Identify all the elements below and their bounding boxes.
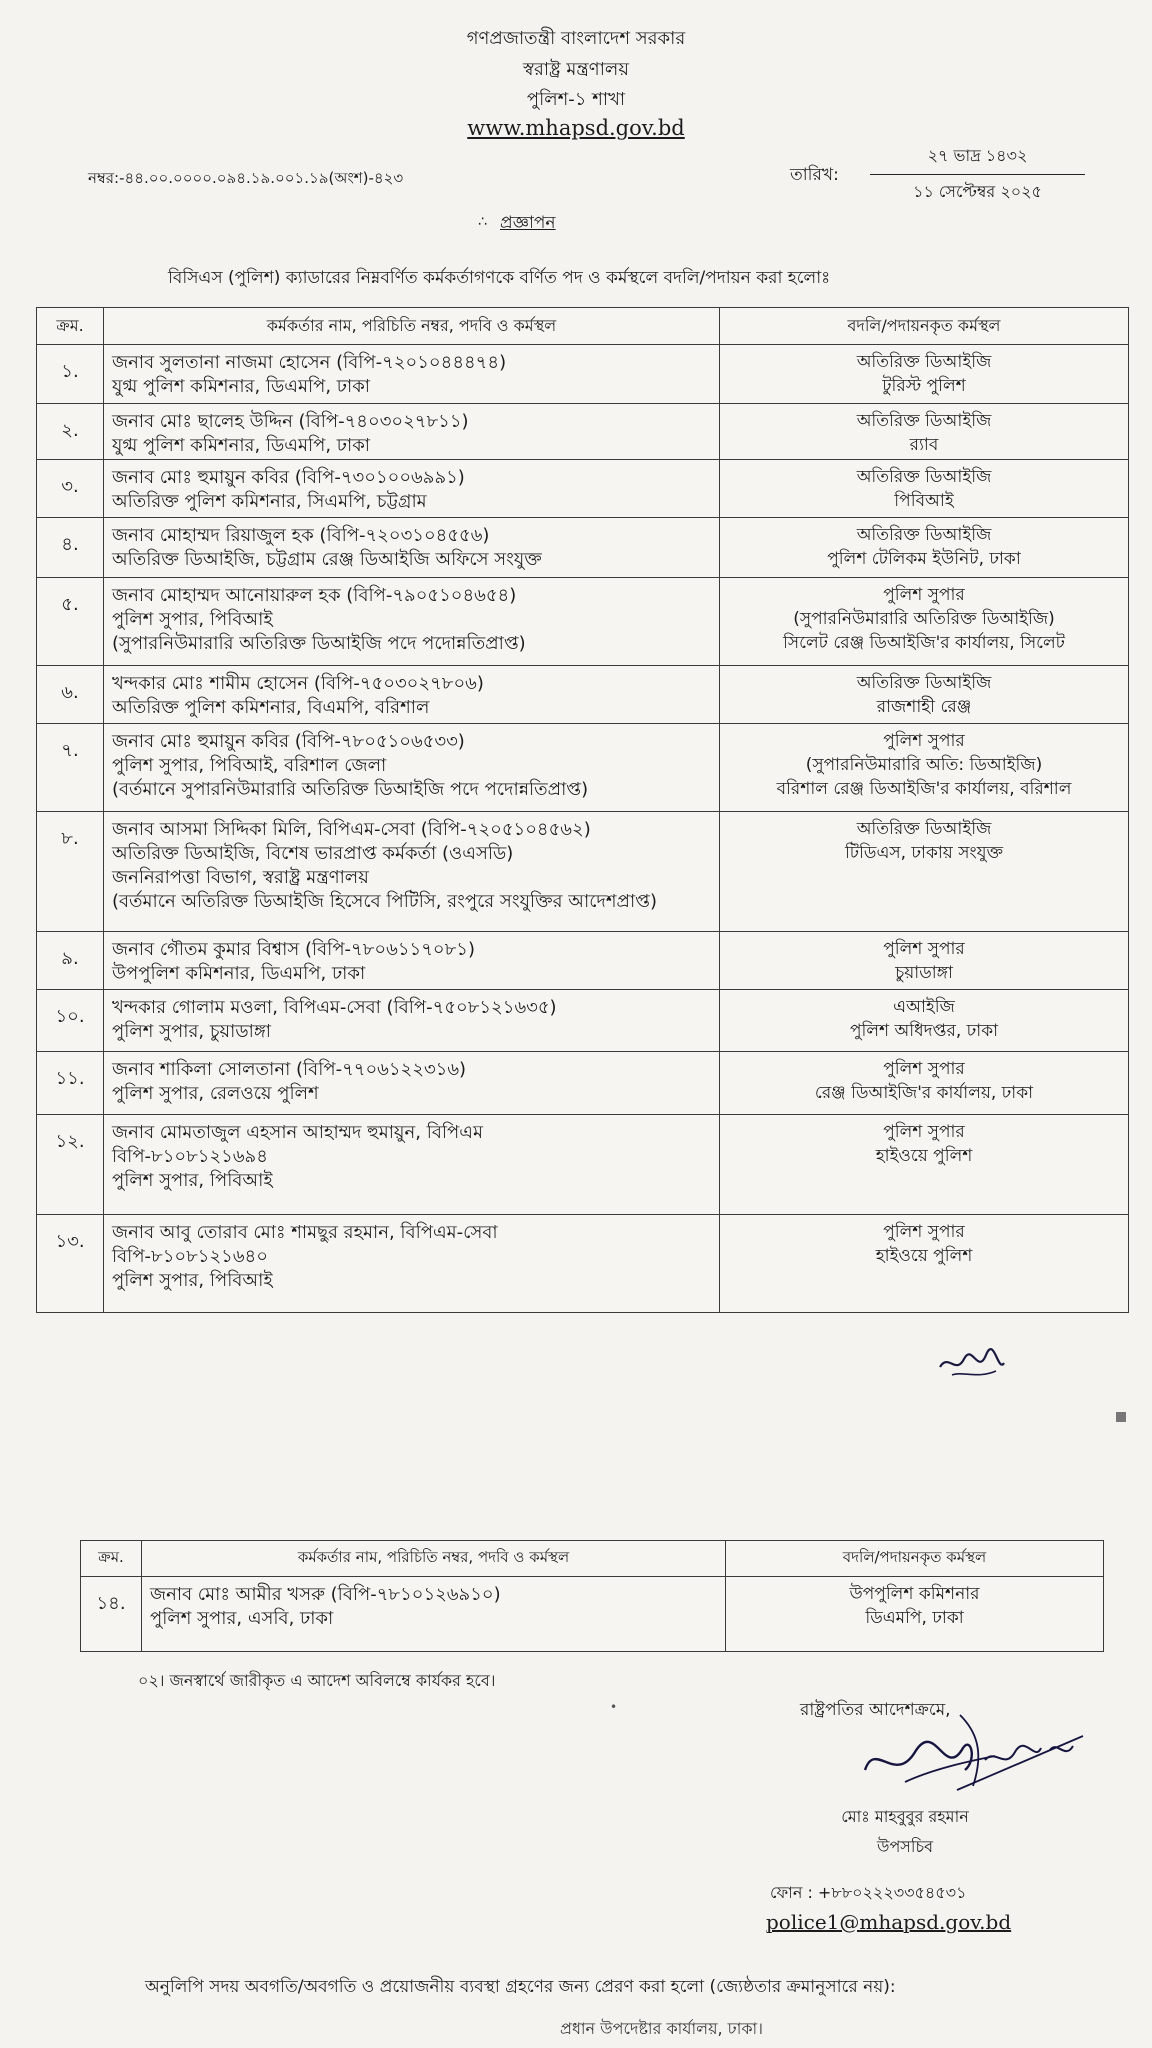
posting-line: টুরিস্ট পুলিশ — [882, 376, 966, 396]
serial-number: ৭. — [61, 740, 79, 761]
serial-number: ৪. — [61, 534, 79, 555]
posting-cell — [720, 404, 1129, 460]
order-line: রাষ্ট্রপতির আদেশক্রমে, — [800, 1700, 951, 1720]
officer-line: জনাব মোহাম্মদ আনোয়ারুল হক (বিপি-৭৯০৫১০৪৬৫৪) — [112, 585, 517, 606]
table-row — [81, 1577, 1104, 1652]
officer-line: জনাব সুলতানা নাজমা হোসেন (বিপি-৭২০১০৪৪৪৭৪) — [112, 352, 507, 373]
posting-cell — [720, 1215, 1129, 1313]
posting-line: পুলিশ সুপার — [883, 1122, 965, 1142]
serial-cell — [37, 345, 104, 404]
officer-line: (বর্তমানে সুপারনিউমারারি অতিরিক্ত ডিআইজি পদে পদোন্নতিপ্রাপ্ত) — [112, 779, 589, 800]
officer-cell — [142, 1577, 726, 1652]
posting-cell — [720, 932, 1129, 990]
serial-cell — [81, 1577, 142, 1652]
officer-line: খন্দকার গোলাম মওলা, বিপিএম-সেবা (বিপি-৭৫০৮১২১৬৩৫) — [112, 997, 557, 1018]
officer-line: অতিরিক্ত পুলিশ কমিশনার, সিএমপি, চট্টগ্রাম — [112, 491, 427, 512]
officer-cell — [104, 812, 720, 932]
notice-title: প্রজ্ঞাপন — [500, 213, 556, 233]
serial-cell — [37, 578, 104, 666]
posting-cell — [720, 518, 1129, 578]
officer-cell — [104, 404, 720, 460]
officer-line: জনাব মোহাম্মদ রিয়াজুল হক (বিপি-৭২০৩১০৪৫৫৬) — [112, 525, 490, 546]
serial-number: ১. — [61, 361, 79, 382]
table-header-row — [37, 308, 1129, 345]
posting-line: এআইজি — [893, 997, 955, 1017]
officer-line: জনাব শাকিলা সোলতানা (বিপি-৭৭০৬১২২৩১৬) — [112, 1059, 467, 1080]
serial-cell — [37, 404, 104, 460]
posting-line: পুলিশ সুপার — [883, 939, 965, 959]
table-row — [37, 812, 1129, 932]
officer-line: জনাব মোঃ ছালেহ উদ্দিন (বিপি-৭৪০৩০২৭৮১১) — [112, 411, 469, 432]
posting-cell — [720, 724, 1129, 812]
serial-cell — [37, 1215, 104, 1313]
date-label: তারিখ: — [790, 165, 839, 185]
officer-line: পুলিশ সুপার, রেলওয়ে পুলিশ — [112, 1083, 319, 1104]
serial-number: ১১. — [55, 1068, 85, 1089]
table-row — [37, 1215, 1129, 1313]
officer-line: বিপি-৮১০৮১২১৬৪০ — [112, 1246, 268, 1267]
posting-line: র‍্যাব — [909, 435, 939, 455]
table-row — [37, 460, 1129, 518]
table-header-row — [81, 1541, 1104, 1577]
posting-line: পুলিশ সুপার — [883, 1222, 965, 1242]
officer-cell — [104, 518, 720, 578]
officer-line: জনাব মোঃ আমীর খসরু (বিপি-৭৮১০১২৬৯১০) — [150, 1584, 501, 1605]
table-row — [37, 345, 1129, 404]
serial-cell — [37, 990, 104, 1052]
posting-line: অতিরিক্ত ডিআইজি — [856, 525, 992, 545]
posting-cell — [720, 578, 1129, 666]
intro-text: বিসিএস (পুলিশ) ক্যাডারের নিম্নবর্ণিত কর্মকর্তাগণকে বর্ণিত পদ ও কর্মস্থলে বদলি/পদায়ন করা হলোঃ — [168, 268, 831, 288]
officer-line: জনাব আসমা সিদ্দিকা মিলি, বিপিএম-সেবা (বিপি-৭২০৫১০৪৫৬২) — [112, 819, 591, 840]
serial-number: ৫. — [61, 594, 79, 615]
serial-number: ১২. — [55, 1131, 85, 1152]
officer-line: যুগ্ম পুলিশ কমিশনার, ডিএমপি, ঢাকা — [112, 435, 371, 456]
table-row — [37, 404, 1129, 460]
header-officer: কর্মকর্তার নাম, পরিচিতি নম্বর, পদবি ও কর্মস্থল — [142, 1541, 726, 1577]
signer-phone: ফোন : +৮৮০২২২৩৩৫৪৫৩১ — [770, 1883, 967, 1902]
transfer-table-continued — [80, 1540, 1104, 1652]
serial-number: ১৪. — [96, 1593, 126, 1614]
posting-line: (সুপারনিউমারারি অতিরিক্ত ডিআইজি) — [793, 609, 1055, 629]
officer-cell — [104, 345, 720, 404]
officer-cell — [104, 578, 720, 666]
posting-cell — [726, 1577, 1104, 1652]
posting-cell — [720, 812, 1129, 932]
header-posting: বদলি/পদায়নকৃত কর্মস্থল — [720, 308, 1129, 345]
officer-line: অতিরিক্ত পুলিশ কমিশনার, বিএমপি, বরিশাল — [112, 697, 430, 718]
posting-line: রেঞ্জ ডিআইজি'র কার্যালয়, ঢাকা — [814, 1083, 1034, 1103]
posting-line: সিলেট রেঞ্জ ডিআইজি'র কার্যালয়, সিলেট — [783, 633, 1065, 653]
posting-line: ডিএমপি, ঢাকা — [865, 1608, 964, 1628]
posting-line: পুলিশ সুপার — [883, 585, 965, 605]
officer-line: (সুপারনিউমারারি অতিরিক্ত ডিআইজি পদে পদোন্নতিপ্রাপ্ত) — [112, 633, 526, 654]
section-name: পুলিশ-১ শাখা — [526, 89, 626, 110]
signer-name: মোঃ মাহবুবুর রহমান — [841, 1807, 969, 1826]
serial-cell — [37, 1115, 104, 1215]
posting-line: পুলিশ সুপার — [883, 731, 965, 751]
header-officer: কর্মকর্তার নাম, পরিচিতি নম্বর, পদবি ও কর্মস্থল — [104, 308, 720, 345]
officer-cell — [104, 1115, 720, 1215]
initial-signature — [938, 1345, 1008, 1385]
posting-line: রাজশাহী রেঞ্জ — [876, 697, 972, 717]
posting-line: পুলিশ টেলিকম ইউনিট, ঢাকা — [827, 549, 1021, 569]
table-row — [37, 1052, 1129, 1115]
copy-to-line: অনুলিপি সদয় অবগতি/অবগতি ও প্রয়োজনীয় ব্যবস্থা গ্রহণের জন্য প্রেরণ করা হলো (জ্যেষ্ঠতার ক্রমানুসারে নয়): — [145, 1977, 896, 1997]
table-row — [37, 932, 1129, 990]
signer-designation: উপসচিব — [876, 1837, 933, 1856]
table-row — [37, 990, 1129, 1052]
posting-cell — [720, 1052, 1129, 1115]
posting-line: হাইওয়ে পুলিশ — [875, 1246, 973, 1266]
posting-line: পিবিআই — [894, 491, 954, 511]
posting-cell — [720, 990, 1129, 1052]
scan-speck: • — [610, 1700, 618, 1714]
posting-line: বরিশাল রেঞ্জ ডিআইজি'র কার্যালয়, বরিশাল — [776, 779, 1072, 799]
officer-cell — [104, 724, 720, 812]
serial-cell — [37, 1052, 104, 1115]
officer-line: পুলিশ সুপার, পিবিআই — [112, 609, 273, 630]
serial-cell — [37, 666, 104, 724]
officer-line: জনাব মোঃ হুমায়ুন কবির (বিপি-৭৩০১০০৬৯৯১) — [112, 467, 465, 488]
date-box — [870, 143, 1085, 206]
officer-line: যুগ্ম পুলিশ কমিশনার, ডিএমপি, ঢাকা — [112, 376, 371, 397]
header-serial: ক্রম. — [37, 308, 104, 345]
posting-line: হাইওয়ে পুলিশ — [875, 1146, 973, 1166]
signer-block — [800, 1802, 1010, 1862]
officer-line: পুলিশ সুপার, পিবিআই — [112, 1270, 273, 1291]
memo-number: নম্বর:-৪৪.০০.০০০০.০৯৪.১৯.০০১.১৯(অংশ)-৪২৩ — [88, 169, 404, 187]
transfer-table — [36, 307, 1129, 1313]
posting-line: অতিরিক্ত ডিআইজি — [856, 467, 992, 487]
officer-line: পুলিশ সুপার, এসবি, ঢাকা — [150, 1608, 334, 1629]
posting-line: টিডিএস, ঢাকায় সংযুক্ত — [844, 843, 1004, 863]
serial-cell — [37, 932, 104, 990]
officer-line: খন্দকার মোঃ শামীম হোসেন (বিপি-৭৫০৩০২৭৮০৬) — [112, 673, 484, 694]
header-serial: ক্রম. — [81, 1541, 142, 1577]
table-row — [37, 578, 1129, 666]
officer-line: বিপি-৮১০৮১২১৬৯৪ — [112, 1146, 268, 1167]
serial-cell — [37, 724, 104, 812]
posting-line: পুলিশ সুপার — [883, 1059, 965, 1079]
officer-cell — [104, 1215, 720, 1313]
notice-mark: ∴ — [478, 214, 487, 230]
serial-number: ৬. — [61, 682, 79, 703]
table-row — [37, 666, 1129, 724]
officer-line: জনাব মোমতাজুল এহসান আহাম্মদ হুমায়ুন, বিপিএম — [112, 1122, 483, 1143]
posting-line: উপপুলিশ কমিশনার — [849, 1584, 980, 1604]
serial-number: ১০. — [55, 1006, 85, 1027]
serial-cell — [37, 460, 104, 518]
officer-line: পুলিশ সুপার, চুয়াডাঙ্গা — [112, 1021, 271, 1042]
serial-number: ৯. — [61, 948, 79, 969]
posting-line: অতিরিক্ত ডিআইজি — [856, 411, 992, 431]
serial-number: ২. — [61, 420, 79, 441]
posting-cell — [720, 460, 1129, 518]
ministry-name: স্বরাষ্ট্র মন্ত্রণালয় — [523, 59, 629, 80]
website-link[interactable]: www.mhapsd.gov.bd — [467, 116, 685, 140]
signer-email-link[interactable]: police1@mhapsd.gov.bd — [766, 1910, 1012, 1934]
header-posting: বদলি/পদায়নকৃত কর্মস্থল — [726, 1541, 1104, 1577]
date-bangla: ২৭ ভাদ্র ১৪৩২ — [870, 143, 1085, 175]
posting-cell — [720, 1115, 1129, 1215]
officer-cell — [104, 1052, 720, 1115]
officer-line: পুলিশ সুপার, পিবিআই, বরিশাল জেলা — [112, 755, 387, 776]
officer-cell — [104, 932, 720, 990]
officer-signature — [845, 1690, 1095, 1810]
serial-number: ৩. — [61, 476, 79, 497]
posting-line: অতিরিক্ত ডিআইজি — [856, 352, 992, 372]
officer-line: (বর্তমানে অতিরিক্ত ডিআইজি হিসেবে পিটিসি, রংপুরে সংযুক্তির আদেশপ্রাপ্ত) — [112, 891, 657, 912]
posting-cell — [720, 666, 1129, 724]
govt-name: গণপ্রজাতন্ত্রী বাংলাদেশ সরকার — [466, 28, 686, 49]
serial-cell — [37, 812, 104, 932]
copy-recipient-line: প্রধান উপদেষ্টার কার্যালয়, ঢাকা। — [560, 2019, 763, 2038]
officer-line: জননিরাপত্তা বিভাগ, স্বরাষ্ট্র মন্ত্রণালয় — [112, 867, 369, 888]
serial-number: ১৩. — [55, 1231, 85, 1252]
officer-line: জনাব আবু তোরাব মোঃ শামছুর রহমান, বিপিএম-সেবা — [112, 1222, 498, 1243]
officer-cell — [104, 460, 720, 518]
posting-line: পুলিশ অধিদপ্তর, ঢাকা — [849, 1021, 999, 1041]
posting-line: অতিরিক্ত ডিআইজি — [856, 673, 992, 693]
officer-line: জনাব গৌতম কুমার বিশ্বাস (বিপি-৭৮০৬১১৭০৮১) — [112, 939, 475, 960]
posting-line: (সুপারনিউমারারি অতি: ডিআইজি) — [805, 755, 1043, 775]
table-row — [37, 1115, 1129, 1215]
officer-line: উপপুলিশ কমিশনার, ডিএমপি, ঢাকা — [112, 963, 366, 984]
table-row — [37, 724, 1129, 812]
officer-cell — [104, 990, 720, 1052]
posting-line: চুয়াডাঙ্গা — [895, 963, 953, 983]
table-row — [37, 518, 1129, 578]
serial-number: ৮. — [61, 828, 79, 849]
officer-line: অতিরিক্ত ডিআইজি, চট্টগ্রাম রেঞ্জ ডিআইজি অফিসে সংযুক্ত — [112, 549, 542, 570]
posting-cell — [720, 345, 1129, 404]
scan-mark — [1116, 1412, 1126, 1422]
serial-cell — [37, 518, 104, 578]
date-english: ১১ সেপ্টেম্বর ২০২৫ — [913, 182, 1042, 201]
posting-line: অতিরিক্ত ডিআইজি — [856, 819, 992, 839]
officer-line: জনাব মোঃ হুমায়ুন কবির (বিপি-৭৮০৫১০৬৫৩৩) — [112, 731, 465, 752]
officer-line: অতিরিক্ত ডিআইজি, বিশেষ ভারপ্রাপ্ত কর্মকর্তা (ওএসডি) — [112, 843, 514, 864]
officer-line: পুলিশ সুপার, পিবিআই — [112, 1170, 273, 1191]
officer-cell — [104, 666, 720, 724]
paragraph-02: ০২। জনস্বার্থে জারীকৃত এ আদেশ অবিলম্বে কার্যকর হবে। — [138, 1671, 496, 1690]
